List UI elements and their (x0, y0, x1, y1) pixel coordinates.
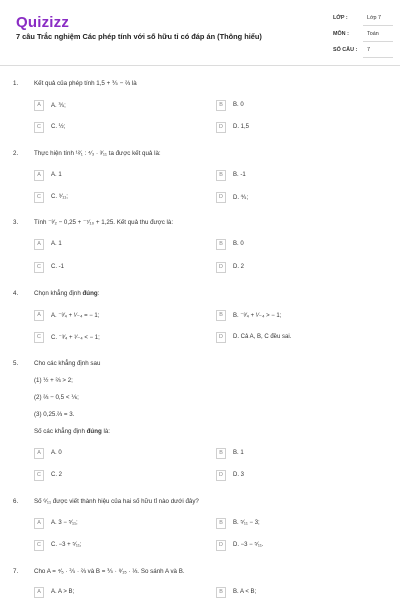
option-d[interactable] (216, 470, 366, 482)
option-key-box: D (216, 540, 226, 551)
option-key-box: C (34, 470, 44, 481)
option-a[interactable] (34, 448, 184, 460)
question-prompt-emphasis: đúng (86, 428, 102, 435)
question-text: Tính ⁻³⁄₂ − 0,25 + ⁻⁷⁄₁₀ + 1,25. Kết quả thu được là: (34, 219, 174, 226)
option-text: D. 2 (233, 264, 245, 270)
meta-underline (363, 41, 393, 42)
option-text: C. 2 (51, 472, 63, 478)
option-text: A. 1 (51, 241, 62, 247)
option-key-box: C (34, 122, 44, 133)
option-key-box: C (34, 192, 44, 203)
question-text: Số ⁶⁄₁₁ được viết thành hiệu của hai số hữu tỉ nào dưới đây? (34, 498, 199, 505)
option-a[interactable] (34, 518, 184, 530)
question-number: 3. (13, 219, 19, 226)
statement-2: (2) ⅔ − 0,5 < ⅙; (34, 394, 79, 401)
meta-underline (363, 25, 393, 26)
option-c[interactable] (34, 470, 184, 482)
option-text: D. ⅘; (233, 195, 249, 201)
meta-class-value: Lớp 7 (367, 15, 382, 21)
option-text: C. -1 (51, 264, 65, 270)
question-number: 7. (13, 568, 19, 575)
option-text: C. −3 + ⁵⁄₁₁; (51, 542, 82, 548)
meta-count-label: SỐ CÂU : (333, 47, 358, 53)
option-key-box: B (216, 310, 226, 321)
question-text: Cho các khẳng định sau (34, 360, 101, 367)
meta-subject-label: MÔN : (333, 31, 349, 37)
option-c[interactable] (34, 122, 184, 134)
option-d[interactable] (216, 332, 366, 344)
question-text: Thực hiện tính ¹²⁄₁ : ⁴⁄₃ · ³⁄₁₁ ta được kết quả là: (34, 150, 161, 157)
quizizz-logo: Quizizz (16, 14, 70, 31)
option-d[interactable] (216, 540, 366, 552)
option-key-box: C (34, 332, 44, 343)
option-key-box: D (216, 122, 226, 133)
option-b[interactable] (216, 518, 366, 530)
option-text: B. 1 (233, 450, 244, 456)
option-b[interactable] (216, 170, 366, 182)
option-key-box: D (216, 470, 226, 481)
document-header (0, 0, 400, 62)
meta-underline (363, 57, 393, 58)
option-text: D. 1,5 (233, 124, 250, 130)
question-text-part: : (97, 290, 100, 297)
question-text-emphasis: đúng (82, 290, 98, 297)
question-number: 2. (13, 150, 19, 157)
meta-count-value: 7 (367, 47, 370, 53)
option-text: A. 0 (51, 450, 62, 456)
option-d[interactable] (216, 122, 366, 134)
question-number: 5. (13, 360, 19, 367)
option-key-box: B (216, 448, 226, 459)
option-text: B. 0 (233, 102, 244, 108)
question-text (34, 290, 99, 297)
option-c[interactable] (34, 262, 184, 274)
meta-class-label: LỚP : (333, 15, 348, 21)
option-text: B. 0 (233, 241, 244, 247)
question-number: 1. (13, 80, 19, 87)
option-a[interactable] (34, 239, 184, 251)
option-key-box: C (34, 540, 44, 551)
option-key-box: B (216, 239, 226, 250)
question-prompt-part: là: (101, 428, 111, 435)
option-key-box: B (216, 587, 226, 598)
option-d[interactable] (216, 192, 366, 204)
option-text: D. −3 − ⁵⁄₁₁. (233, 542, 264, 548)
option-c[interactable] (34, 192, 184, 204)
meta-count (333, 44, 393, 58)
meta-subject-value: Toán (367, 31, 379, 37)
option-b[interactable] (216, 587, 366, 599)
option-key-box: D (216, 192, 226, 203)
question-text: Kết quả của phép tính 1,5 + ⅗ − ⅔ là (34, 80, 137, 87)
option-text: A. A > B; (51, 589, 75, 595)
option-key-box: D (216, 262, 226, 273)
option-key-box: C (34, 262, 44, 273)
option-a[interactable] (34, 310, 184, 322)
option-text: B. -1 (233, 172, 246, 178)
option-key-box: B (216, 100, 226, 111)
option-key-box: B (216, 170, 226, 181)
statement-1: (1) ½ + ⅔ > 2; (34, 377, 73, 384)
option-key-box: A (34, 239, 44, 250)
option-text: A. 1 (51, 172, 62, 178)
option-key-box: A (34, 587, 44, 598)
option-text: A. ⅗; (51, 103, 66, 109)
question-prompt (34, 428, 110, 435)
option-key-box: A (34, 448, 44, 459)
question-text: Cho A = ⁴⁄₅ · ⅖ · ⅔ và B = ⅗ · ⁸⁄₁₅ · ⅓. So sánh A và B. (34, 568, 185, 575)
option-key-box: A (34, 518, 44, 529)
option-key-box: B (216, 518, 226, 529)
option-text: B. ⁻³⁄₄ + ¹⁄₋₄ > − 1; (233, 313, 282, 319)
option-text: C. ½; (51, 124, 66, 130)
option-text: A. 3 − ⁵⁄₁₁; (51, 520, 78, 526)
option-c[interactable] (34, 332, 184, 344)
header-divider (0, 65, 400, 66)
option-text: A. ⁻³⁄₄ + ¹⁄₋₄ = − 1; (51, 313, 100, 319)
option-text: D. Cả A, B, C đều sai. (233, 334, 292, 340)
meta-subject (333, 28, 393, 42)
option-key-box: D (216, 332, 226, 343)
document-title: 7 câu Trắc nghiệm Các phép tính với số hữu tỉ có đáp án (Thông hiểu) (16, 32, 262, 41)
question-number: 4. (13, 290, 19, 297)
meta-class (333, 12, 393, 26)
option-text: C. ⁹⁄₁₁; (51, 194, 68, 200)
question-prompt-part: Số các khẳng định (34, 428, 87, 435)
question-text-part: Chọn khẳng định (34, 290, 83, 297)
option-a[interactable] (34, 100, 184, 112)
option-text: B. ⁵⁄₁₁ − 3; (233, 520, 260, 526)
option-b[interactable] (216, 310, 366, 322)
statement-3: (3) 0,25.⅔ = 3. (34, 411, 75, 418)
option-a[interactable] (34, 170, 184, 182)
option-key-box: A (34, 170, 44, 181)
option-text: C. ⁻³⁄₄ + ¹⁄₋₄ < − 1; (51, 335, 100, 341)
option-key-box: A (34, 310, 44, 321)
option-b[interactable] (216, 239, 366, 251)
option-text: D. 3 (233, 472, 245, 478)
option-a[interactable] (34, 587, 184, 599)
option-d[interactable] (216, 262, 366, 274)
option-text: B. A < B; (233, 589, 257, 595)
option-b[interactable] (216, 448, 366, 460)
option-b[interactable] (216, 100, 366, 112)
option-key-box: A (34, 100, 44, 111)
question-number: 6. (13, 498, 19, 505)
option-c[interactable] (34, 540, 184, 552)
